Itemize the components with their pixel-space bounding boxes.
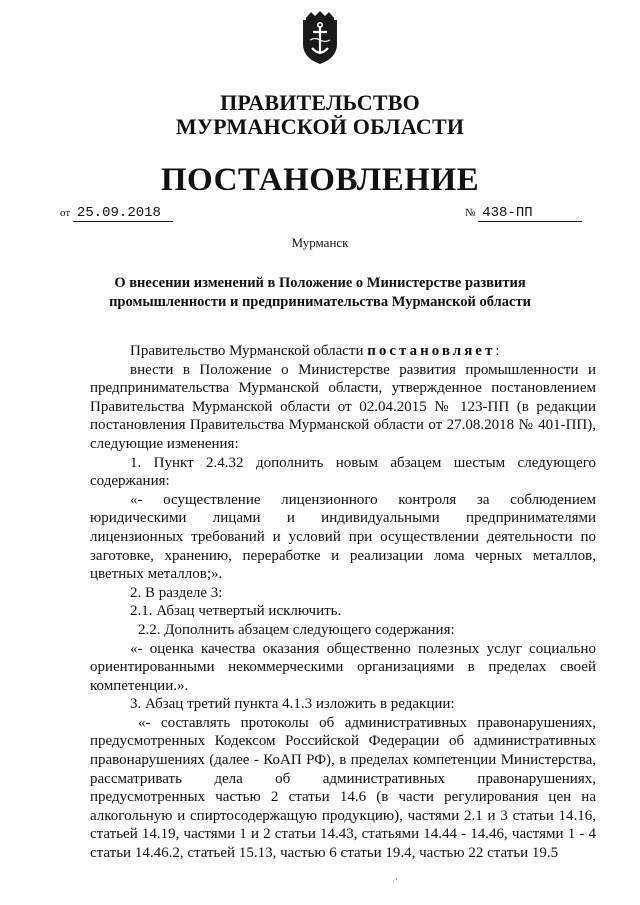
city-name: Мурманск [291,235,349,250]
paragraph-1: внести в Положение о Министерстве развития промышленности и предпринимательства Мурманской области, утвержденное постановлением Правительства Мурманской области от 02.04.2015 № 123-ПП (в редакции постановления Правительства Мурманской области от 27.08.2018 № 401-ПП), следующие изменения: [90,361,596,452]
document-type-title: ПОСТАНОВЛЕНИЕ [160,162,480,198]
intro-verb: постановляет [367,343,496,359]
coat-of-arms-icon [297,10,343,66]
subject-line2: промышленности и предпринимательства Мурманской области [109,294,531,310]
paragraph-6: 2.2. Дополнить абзацем следующего содержания: [138,621,455,638]
paragraph-2: 1. Пункт 2.4.32 дополнить новым абзацем шестым следующего содержания: [90,454,596,490]
number-field [465,205,582,222]
intro-lead: Правительство Мурманской области [130,343,364,359]
paragraph-5: 2.1. Абзац четвертый исключить. [130,603,342,620]
scan-mark: ·ʻ [392,876,398,886]
paragraph-8: 3. Абзац третий пункта 4.1.3 изложить в редакции: [130,696,455,713]
intro-tail: : [495,343,500,359]
document-body [90,342,596,863]
subject-line1: О внесении изменений в Положение о Министерстве развития [114,275,526,291]
paragraph-3: «- осуществление лицензионного контроля за соблюдением юридическими лицами и индивидуальными предпринимателями лицензионных требований и условий при осуществлении деятельности по заготовке, хранению, переработке и реализации лома черных металлов, цветных металлов;». [90,491,596,583]
government-name-line1: ПРАВИТЕЛЬСТВО [220,90,420,115]
date-prefix: от [60,207,71,219]
document-subject [100,274,540,312]
number-value: 438-ПП [478,205,582,222]
number-prefix: № [465,207,476,219]
date-value: 25.09.2018 [73,205,173,222]
paragraph-7: «- оценка качества оказания общественно полезных услуг социально ориентированными некоммерческими организациями в пределах своей компетенции.». [90,640,596,694]
paragraph-9: «- составлять протоколы об административных правонарушениях, предусмотренных Кодексом Российской Федерации об административных правонарушениях (далее - КоАП РФ), в пределах компетенции Министерства, рассматривать дела об административных правонарушениях, предусмотренных частью 2 статьи 14.6 (в части регулирования цен на алкогольную и спиртосодержащую продукцию), частями 2.1 и 3 статьи 14.16, статьей 14.19, частями 1 и 2 статьи 14.43, статьями 14.44 - 14.46, частями 1 - 4 статьи 14.46.2, статьей 15.13, частью 6 статьи 19.4, частью 22 статьи 19.5 [90,714,596,862]
government-name-line2: МУРМАНСКОЙ ОБЛАСТИ [175,114,465,139]
paragraph-4: 2. В разделе 3: [130,584,223,601]
date-field [60,205,173,222]
intro-paragraph [90,342,596,361]
